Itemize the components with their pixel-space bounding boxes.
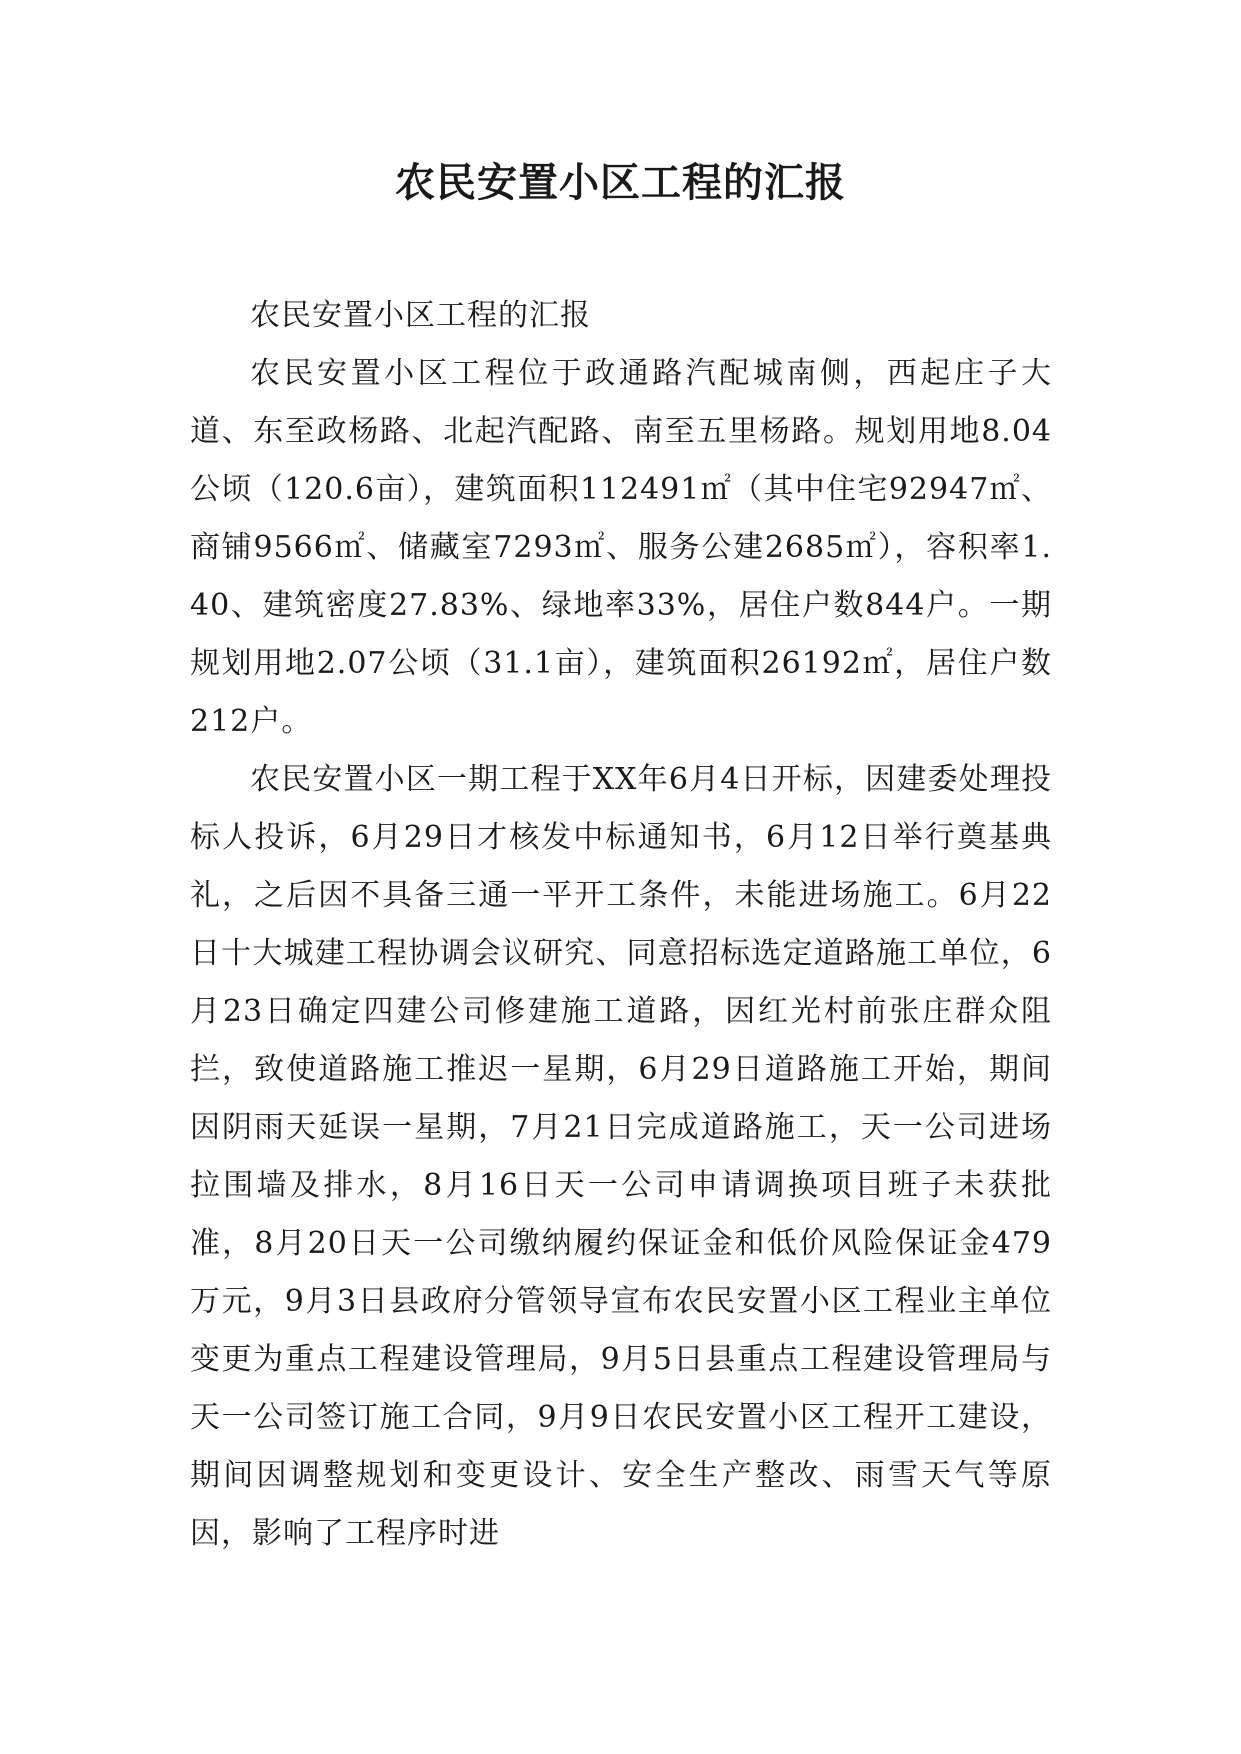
document-body bbox=[190, 287, 1052, 1563]
paragraph-project-overview: 农民安置小区工程位于政通路汽配城南侧，西起庄子大道、东至政杨路、北起汽配路、南至五里杨路。规划用地8.04公顷（120.6亩），建筑面积112491㎡（其中住宅92947㎡、商铺9566㎡、储藏室7293㎡、服务公建2685㎡），容积率1.40、建筑密度27.83%、绿地率33%，居住户数844户。一期规划用地2.07公顷（31.1亩），建筑面积26192㎡，居住户数212户。 bbox=[190, 356, 1052, 739]
document-title: 农民安置小区工程的汇报 bbox=[395, 160, 846, 206]
paragraph-heading: 农民安置小区工程的汇报 bbox=[250, 298, 591, 333]
paragraph-project-timeline: 农民安置小区一期工程于XX年6月4日开标，因建委处理投标人投诉，6月29日才核发中标通知书，6月12日举行奠基典礼，之后因不具备三通一平开工条件，未能进场施工。6月22日十大城建工程协调会议研究、同意招标选定道路施工单位，6月23日确定四建公司修建施工道路，因红光村前张庄群众阻拦，致使道路施工推迟一星期，6月29日道路施工开始，期间因阴雨天延误一星期，7月21日完成道路施工，天一公司进场拉围墙及排水，8月16日天一公司申请调换项目班子未获批准，8月20日天一公司缴纳履约保证金和低价风险保证金479万元，9月3日县政府分管领导宣布农民安置小区工程业主单位变更为重点工程建设管理局，9月5日县重点工程建设管理局与天一公司签订施工合同，9月9日农民安置小区工程开工建设，期间因调整规划和变更设计、安全生产整改、雨雪天气等原因，影响了工程序时进 bbox=[190, 762, 1052, 1551]
